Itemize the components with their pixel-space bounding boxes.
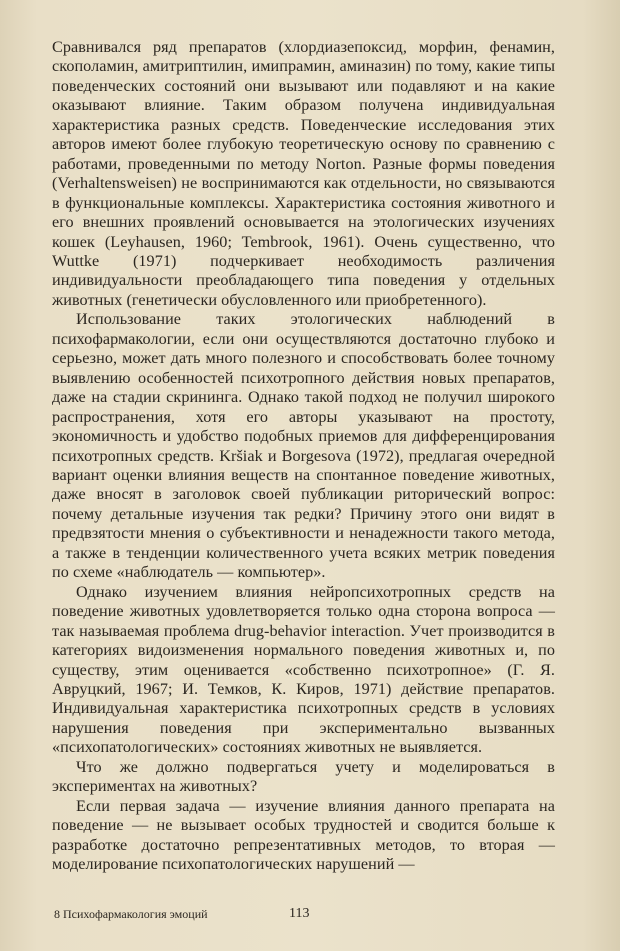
paragraph: Однако изучением влияния нейропсихотропных средств на поведение животных удовлетворяется только одна сторона вопроса — так называемая проблема drug-behavior interaction. Учет производится в категориях видоизменения нормального поведения животных и, по существу, этим оценивается «собственно психотропное» (Г. Я. Авруцкий, 1967; И. Темков, К. Киров, 1971) действие препаратов. Индивидуальная характеристика психотропных средств в условиях нарушения поведения при экспериментально вызванных «психопатологических» состояниях животных не выявляется. — [52, 582, 555, 757]
paragraph: Сравнивался ряд препаратов (хлордиазепоксид, морфин, фенамин, скополамин, амитриптилин, имипрамин, аминазин) по тому, какие типы поведенческих состояний они вызывают или подавляют и на какие оказывают влияние. Таким образом получена индивидуальная характеристика разных средств. Поведенческие исследования этих авторов имеют более глубокую теоретическую основу по сравнению с работами, проведенными по методу Norton. Разные формы поведения (Verhaltensweisen) не воспринимаются как отдельности, но связываются в функциональные комплексы. Характеристика состояния животного и его внешних проявлений основывается на этологических изучениях кошек (Leyhausen, 1960; Tembrook, 1961). Очень существенно, что Wuttke (1971) подчеркивает необходимость различения индивидуальности преобладающего типа поведения у отдельных животных (генетически обусловленного или приобретенного). — [52, 38, 555, 309]
signature-mark: 8 Психофармакология эмоций — [54, 907, 208, 921]
paragraph: Что же должно подвергаться учету и моделироваться в экспериментах на животных? — [52, 757, 555, 796]
paragraph: Если первая задача — изучение влияния данного препарата на поведение — не вызывает особых трудностей и сводится больше к разработке достаточно репрезентативных методов, то вторая — моделирование психопатологических нарушений — — [52, 796, 555, 874]
body-text — [52, 38, 555, 874]
page-footer — [52, 905, 555, 927]
page-number: 113 — [289, 906, 310, 921]
paragraph: Использование таких этологических наблюдений в психофармакологии, если они осуществляются достаточно глубоко и серьезно, может дать много полезного и способствовать более точному выявлению особенностей психотропного действия новых препаратов, даже на стадии скрининга. Однако такой подход не получил широкого распространения, хотя его авторы указывают на простоту, экономичность и удобство подобных приемов для дифференцирования психотропных средств. Kršiak и Borgesova (1972), предлагая очередной вариант оценки влияния веществ на спонтанное поведение животных, даже вносят в заголовок своей публикации риторический вопрос: почему детальные изучения так редки? Причину этого они видят в предвзятости мнения о субъективности и ненадежности такого метода, а также в тенденции количественного учета всяких метрик поведения по схеме «наблюдатель — компьютер». — [52, 310, 555, 582]
